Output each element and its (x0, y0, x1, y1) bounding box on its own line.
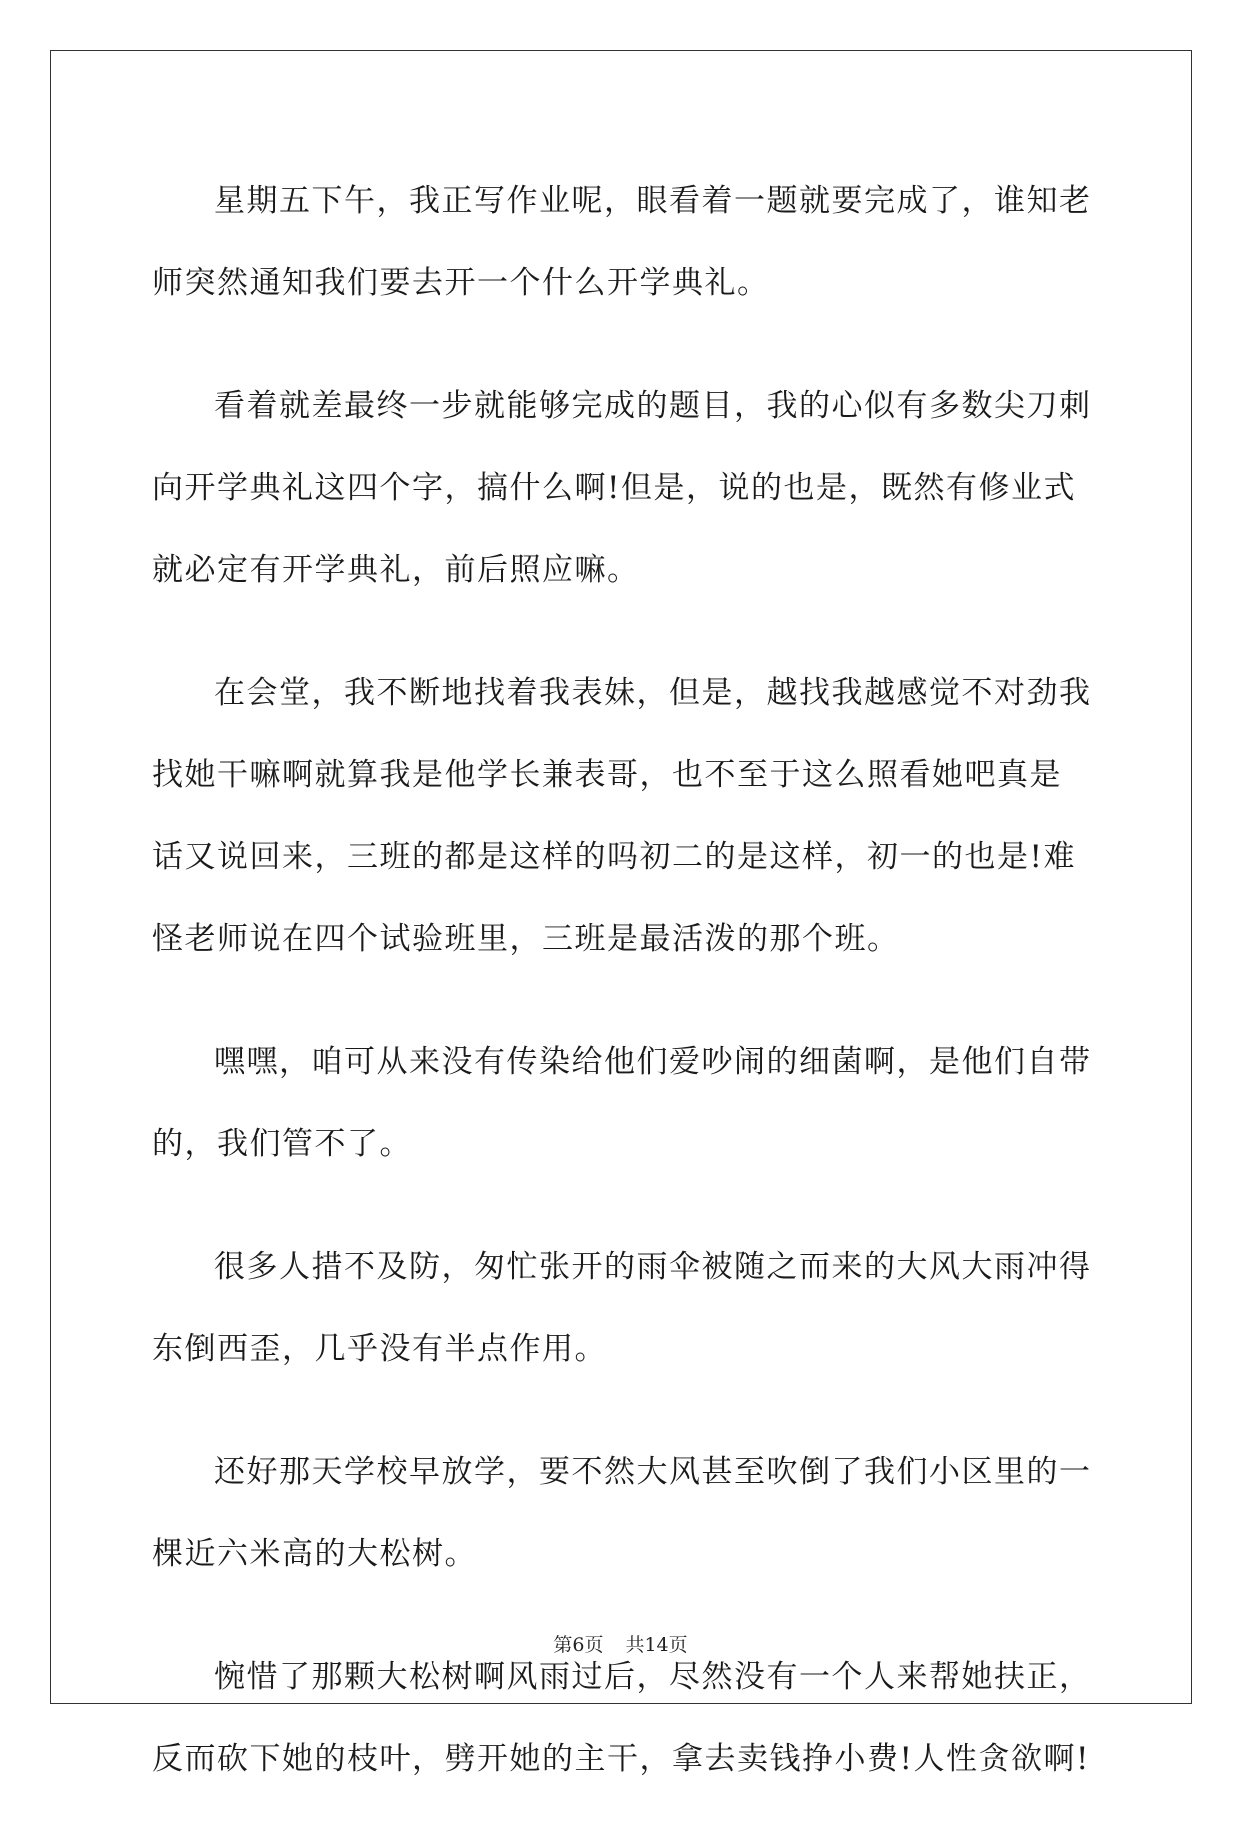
paragraph: 看着就差最终一步就能够完成的题目，我的心似有多数尖刀刺向开学典礼这四个字，搞什么啊!但是，说的也是，既然有修业式就必定有开学典礼，前后照应嘛。 (152, 388, 1092, 588)
page-footer (0, 1633, 1241, 1657)
paragraph: 还好那天学校早放学，要不然大风甚至吹倒了我们小区里的一棵近六米高的大松树。 (152, 1454, 1092, 1572)
paragraph: 惋惜了那颗大松树啊风雨过后，尽然没有一个人来帮她扶正，反而砍下她的枝叶，劈开她的主干，拿去卖钱挣小费!人性贪欲啊! (152, 1659, 1092, 1777)
total-pages: 共14页 (625, 1634, 688, 1656)
document-body (152, 160, 1092, 1841)
paragraph: 嘿嘿，咱可从来没有传染给他们爱吵闹的细菌啊，是他们自带的，我们管不了。 (152, 1044, 1092, 1162)
paragraph: 很多人措不及防，匆忙张开的雨伞被随之而来的大风大雨冲得东倒西歪，几乎没有半点作用。 (152, 1249, 1092, 1367)
current-page-number: 第6页 (553, 1634, 604, 1656)
paragraph: 在会堂，我不断地找着我表妹，但是，越找我越感觉不对劲我找她干嘛啊就算我是他学长兼表哥，也不至于这么照看她吧真是话又说回来，三班的都是这样的吗初二的是这样，初一的也是!难怪老师说在四个试验班里，三班是最活泼的那个班。 (152, 675, 1092, 957)
paragraph: 星期五下午，我正写作业呢，眼看着一题就要完成了，谁知老师突然通知我们要去开一个什么开学典礼。 (152, 183, 1092, 301)
